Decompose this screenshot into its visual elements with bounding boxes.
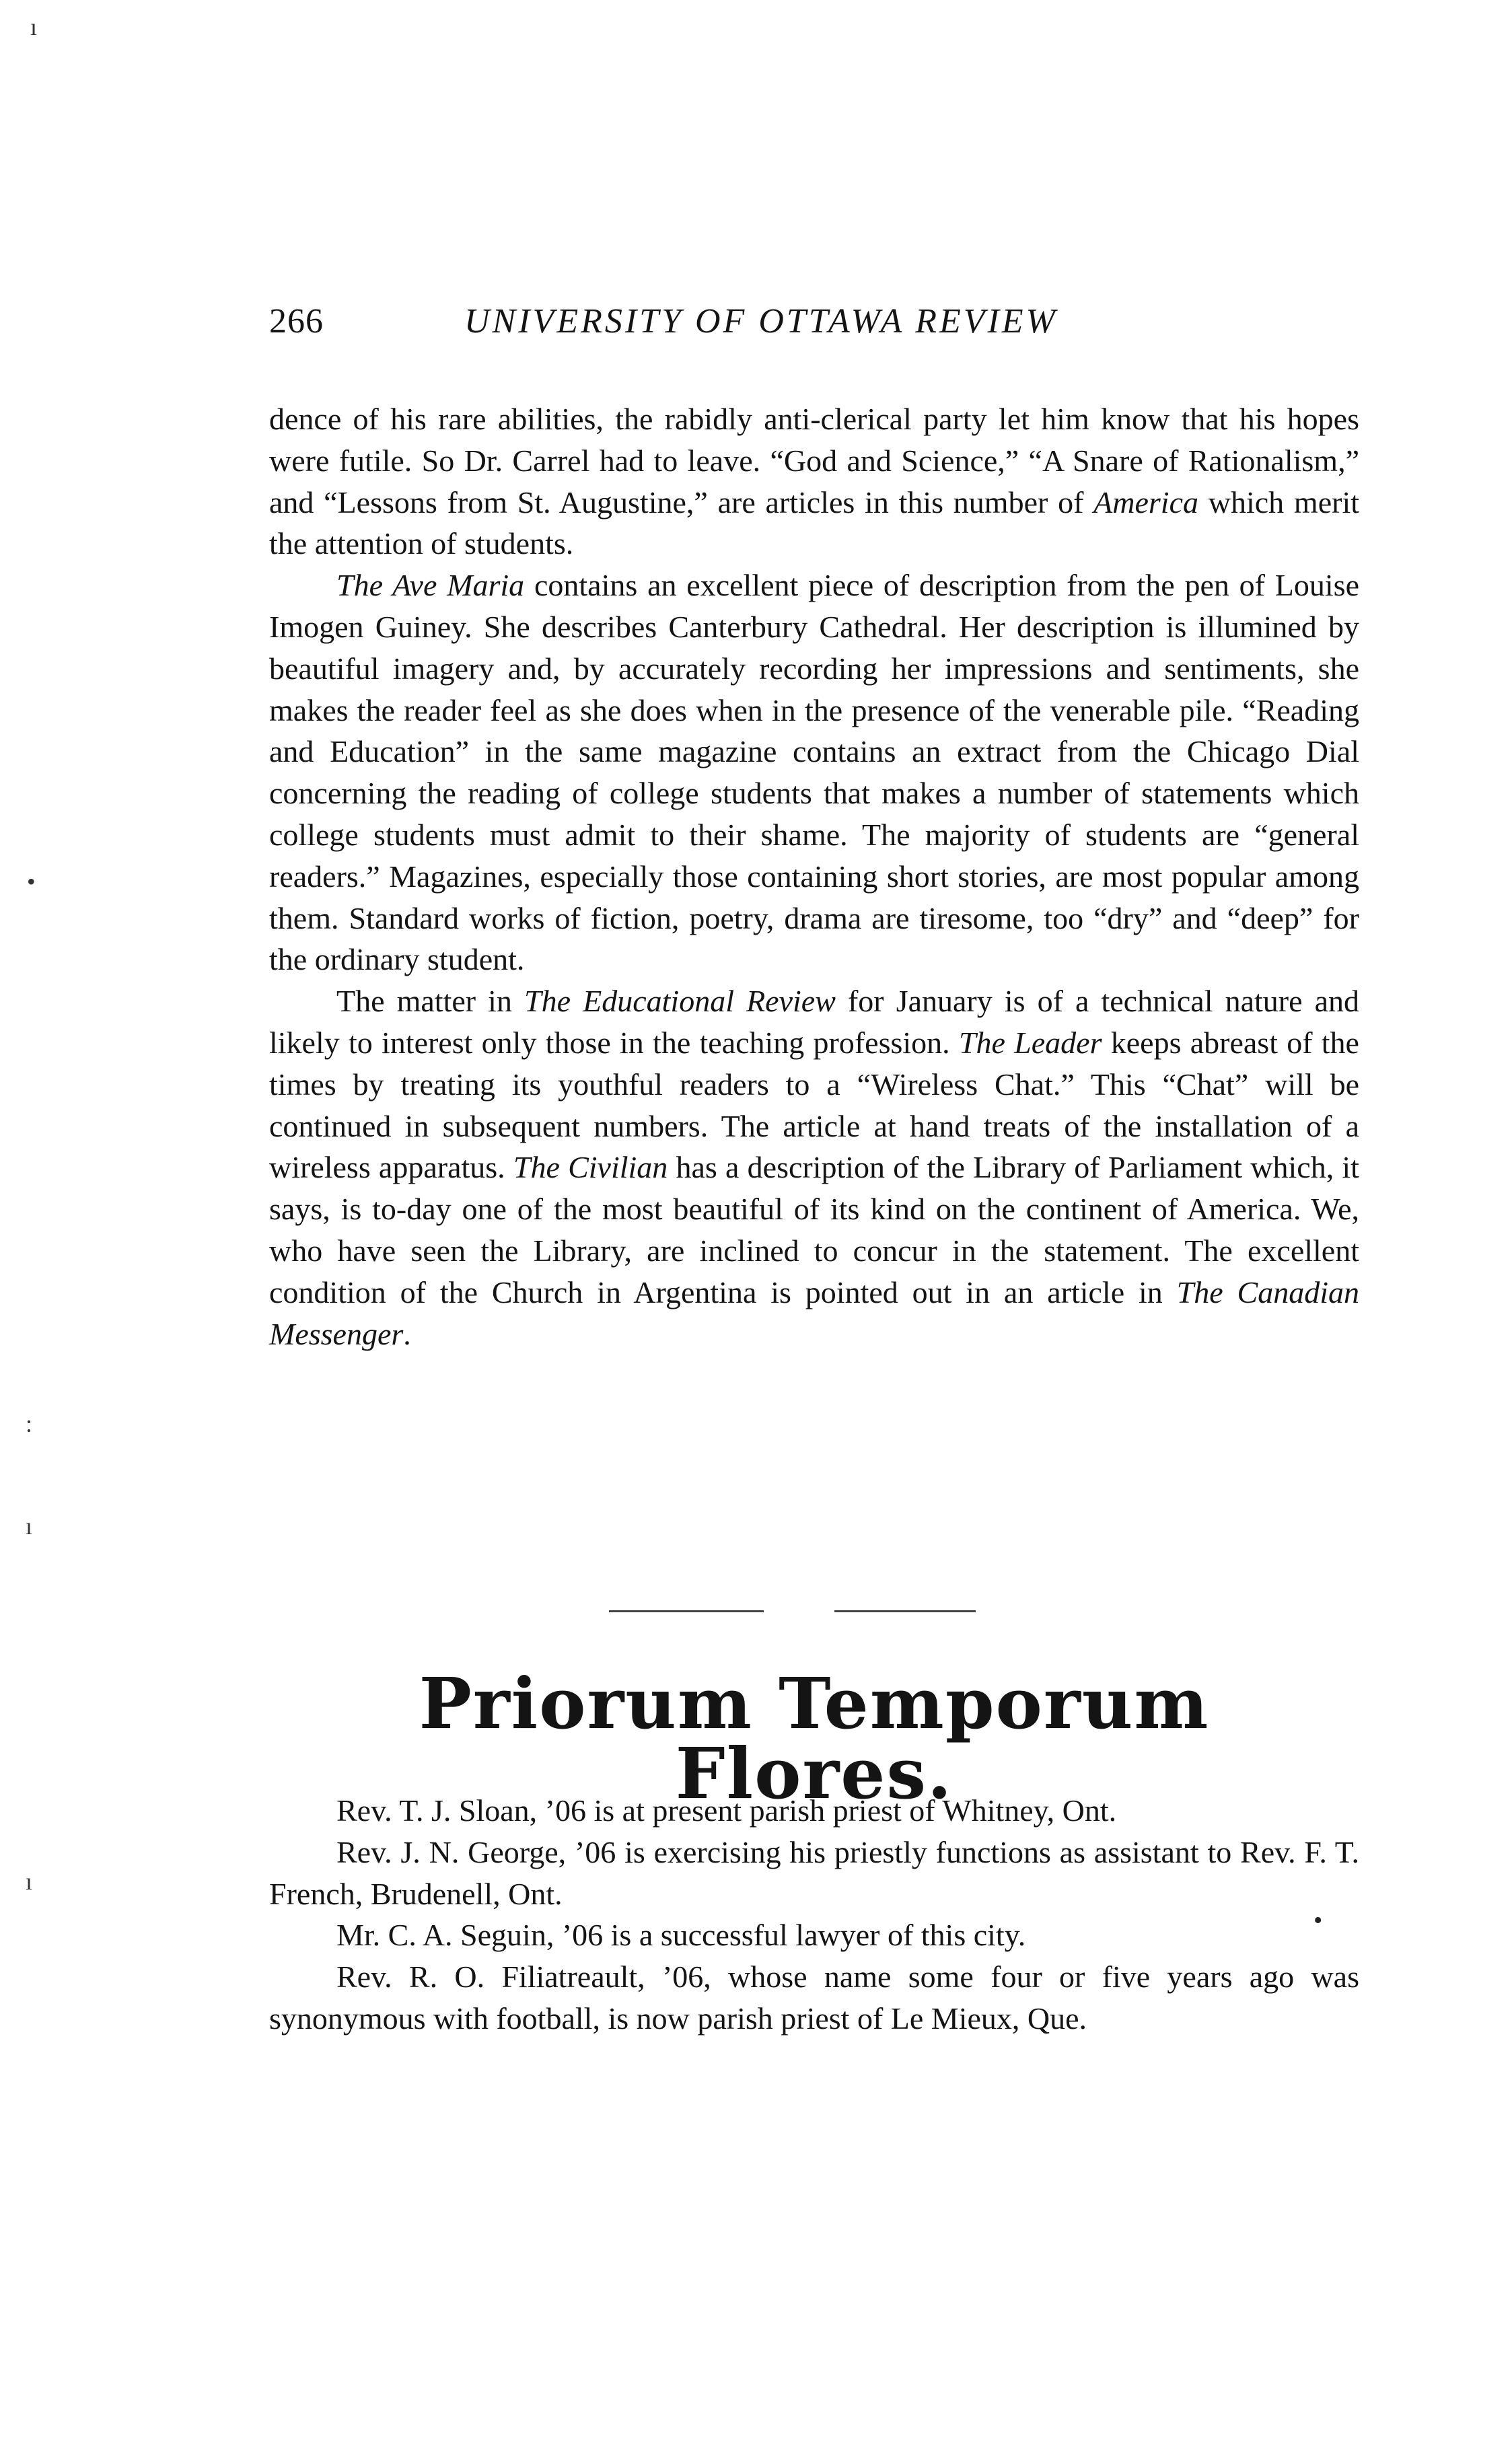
text-run: keeps abreast of the times by treating its youthful readers to a “Wireless Chat.” This “Chat” will be continued in subsequent numbers. The article at hand treats of the installation of a wireless apparatus. xyxy=(269,1025,1359,1185)
alumni-note: Rev. J. N. George, ’06 is exercising his priestly functions as assistant to Rev. F. T. French, Brudenell, Ont. xyxy=(269,1834,1359,1911)
periodical-title: The Leader xyxy=(958,1025,1102,1060)
scan-mark-tick: ı xyxy=(26,1513,33,1540)
periodical-title: The Ave Maria xyxy=(336,568,525,603)
section-divider-left xyxy=(609,1610,764,1612)
alumni-note: Mr. C. A. Seguin, ’06 is a successful lawyer of this city. xyxy=(336,1918,1026,1953)
text-run: dence of his rare abilities, the rabidly anti-clerical party let him know that his hopes were futile. So Dr. Carrel had to leave. “God and Science,” “A Snare of Rationalism,” and “Lessons from St. Augustine,” are articles in this number of xyxy=(269,402,1359,519)
periodical-title: The Canadian Messenger xyxy=(269,1274,1359,1351)
periodical-title: America xyxy=(1093,484,1198,519)
periodical-title: The Civilian xyxy=(513,1150,668,1185)
text-run: The matter in xyxy=(336,984,525,1019)
scan-mark-top: ı xyxy=(30,13,38,40)
page-number: 266 xyxy=(269,302,324,340)
text-run: for January is of a technical nature and likely to interest only those in the teaching profession. xyxy=(269,984,1360,1060)
text-run: has a description of the Library of Parliament which, it says, is to-day one of the most beautiful of its kind on the continent of America. We, who have seen the Library, are inclined to concur in the statement. The excellent condition of the Church in Argentina is pointed out in an article in xyxy=(269,1150,1359,1309)
running-head xyxy=(269,301,1359,349)
scan-mark-colon: : xyxy=(26,1410,33,1437)
section-heading: Priorum Temporum Flores. xyxy=(419,1662,1210,1815)
paragraph-1 xyxy=(269,398,1359,565)
text-run: which merit the attention of students. xyxy=(269,484,1360,561)
paragraph-2 xyxy=(269,565,1359,980)
journal-title: UNIVERSITY OF OTTAWA REVIEW xyxy=(464,302,1058,340)
section-divider-right xyxy=(834,1610,976,1612)
exchanges-section xyxy=(269,398,1359,1355)
stray-mark: • xyxy=(1313,1906,1323,1935)
text-run: contains an excellent piece of description from the pen of Louise Imogen Guiney. She describes Canterbury Cathedral. Her description is illumined by beautiful imagery and, by accurately recording her impressions and sentiments, she makes the reader feel as she does when in the presence of the venerable pile. “Reading and Education” in the same magazine contains an extract from the Chicago Dial concerning the reading of college students that makes a number of statements which college students must admit to their shame. The majority of students are “general readers.” Magazines, especially those containing short stories, are most popular among them. Standard works of fiction, poetry, drama are tiresome, too “dry” and “deep” for the ordinary student. xyxy=(269,568,1359,977)
alumni-note: Rev. T. J. Sloan, ’06 is at present parish priest of Whitney, Ont. xyxy=(336,1793,1117,1828)
periodical-title: The Educational Review xyxy=(524,984,836,1019)
text-run: . xyxy=(403,1316,411,1351)
scan-mark-dot: • xyxy=(27,868,36,895)
paragraph-3 xyxy=(269,980,1359,1355)
scan-mark-tick: ı xyxy=(26,1868,33,1895)
alumni-notes-section xyxy=(269,1790,1359,2040)
alumni-note: Rev. R. O. Filiatreault, ’06, whose name some four or five years ago was synonymous with football, is now parish priest of Le Mieux, Que. xyxy=(269,1959,1359,2036)
